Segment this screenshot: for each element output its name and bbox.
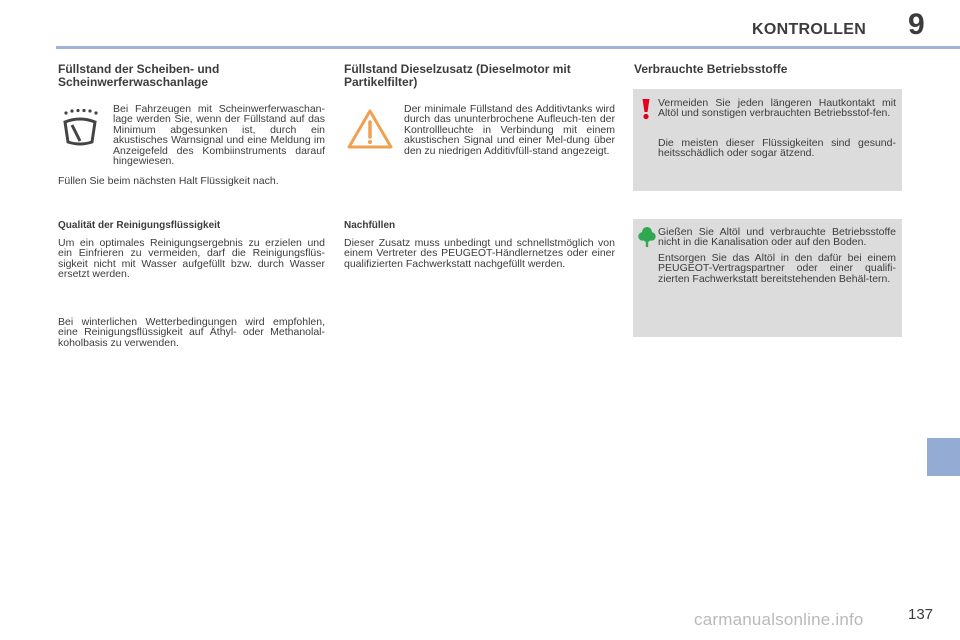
chapter-number: 9 [908, 8, 925, 41]
diesel-refill-text: Dieser Zusatz muss unbedingt und schnellstmöglich von einem Vertreter des PEUGEOT-Händlernetzes oder einer qualifizierten Fachwerkstatt nachgefüllt werden. [344, 237, 615, 270]
environment-note-p2: Entsorgen Sie das Altöl in den dafür bei einem PEUGEOT-Vertragspartner oder einer qualifi-zierten Fachwerkstatt bereitstehenden Behäl-tern. [658, 252, 896, 285]
exclamation-icon [641, 98, 651, 125]
washer-quality-text: Um ein optimales Reinigungsergebnis zu erzielen und ein Einfrieren zu vermeiden, darf die Reinigungsflüs-sigkeit nicht mit Wasser aufgefüllt bzw. durch Wasser ersetzt werden. [58, 237, 325, 281]
header-rule [56, 46, 960, 49]
washer-fluid-warning-icon [58, 108, 102, 148]
washer-winter-text: Bei winterlichen Wetterbedingungen wird empfohlen, eine Reinigungsflüssigkeit auf Äthyl- oder Methanolal-koholbasis zu verwenden. [58, 316, 325, 349]
diesel-intro-text: Der minimale Füllstand des Additivtanks wird durch das ununterbrochene Aufleuch-ten der Kontrollleuchte in Verbindung mit einem akustischen Signal und einer Mel-dung über den zu niedrigen Additivfüll-stand angezeigt. [404, 103, 615, 157]
watermark: carmanualsonline.info [694, 610, 864, 629]
tree-icon [638, 226, 656, 253]
health-warning-box [633, 89, 902, 191]
washer-section-title: Füllstand der Scheiben- und Scheinwerferwaschanlage [58, 62, 220, 89]
washer-refill-hint: Füllen Sie beim nächsten Halt Flüssigkeit nach. [58, 175, 279, 187]
environment-note-box [633, 219, 902, 337]
chapter-side-tab [927, 438, 960, 476]
chapter-title: KONTROLLEN [752, 21, 867, 38]
washer-quality-title: Qualität der Reinigungsflüssigkeit [58, 220, 221, 231]
environment-note-p1: Gießen Sie Altöl und verbrauchte Betriebsstoffe nicht in die Kanalisation oder auf den Boden. [658, 226, 896, 249]
washer-intro-text: Bei Fahrzeugen mit Scheinwerferwaschan-lage werden Sie, wenn der Füllstand auf das Minimum abgesunken ist, durch ein akustisches Warnsignal und eine Meldung im Anzeigefeld des Kombiinstruments darauf hingewiesen. [113, 103, 325, 168]
diesel-refill-title: Nachfüllen [344, 220, 396, 231]
health-warning-p1: Vermeiden Sie jeden längeren Hautkontakt mit Altöl und sonstigen verbrauchten Betriebsstof-fen. [658, 97, 896, 120]
diesel-section-title: Füllstand Dieselzusatz (Dieselmotor mit Partikelfilter) [344, 62, 571, 89]
health-warning-p2: Die meisten dieser Flüssigkeiten sind gesund-heitsschädlich oder sogar ätzend. [658, 137, 896, 160]
warning-triangle-icon [346, 107, 394, 151]
page-number: 137 [908, 606, 934, 623]
used-fluids-title: Verbrauchte Betriebsstoffe [634, 62, 788, 76]
